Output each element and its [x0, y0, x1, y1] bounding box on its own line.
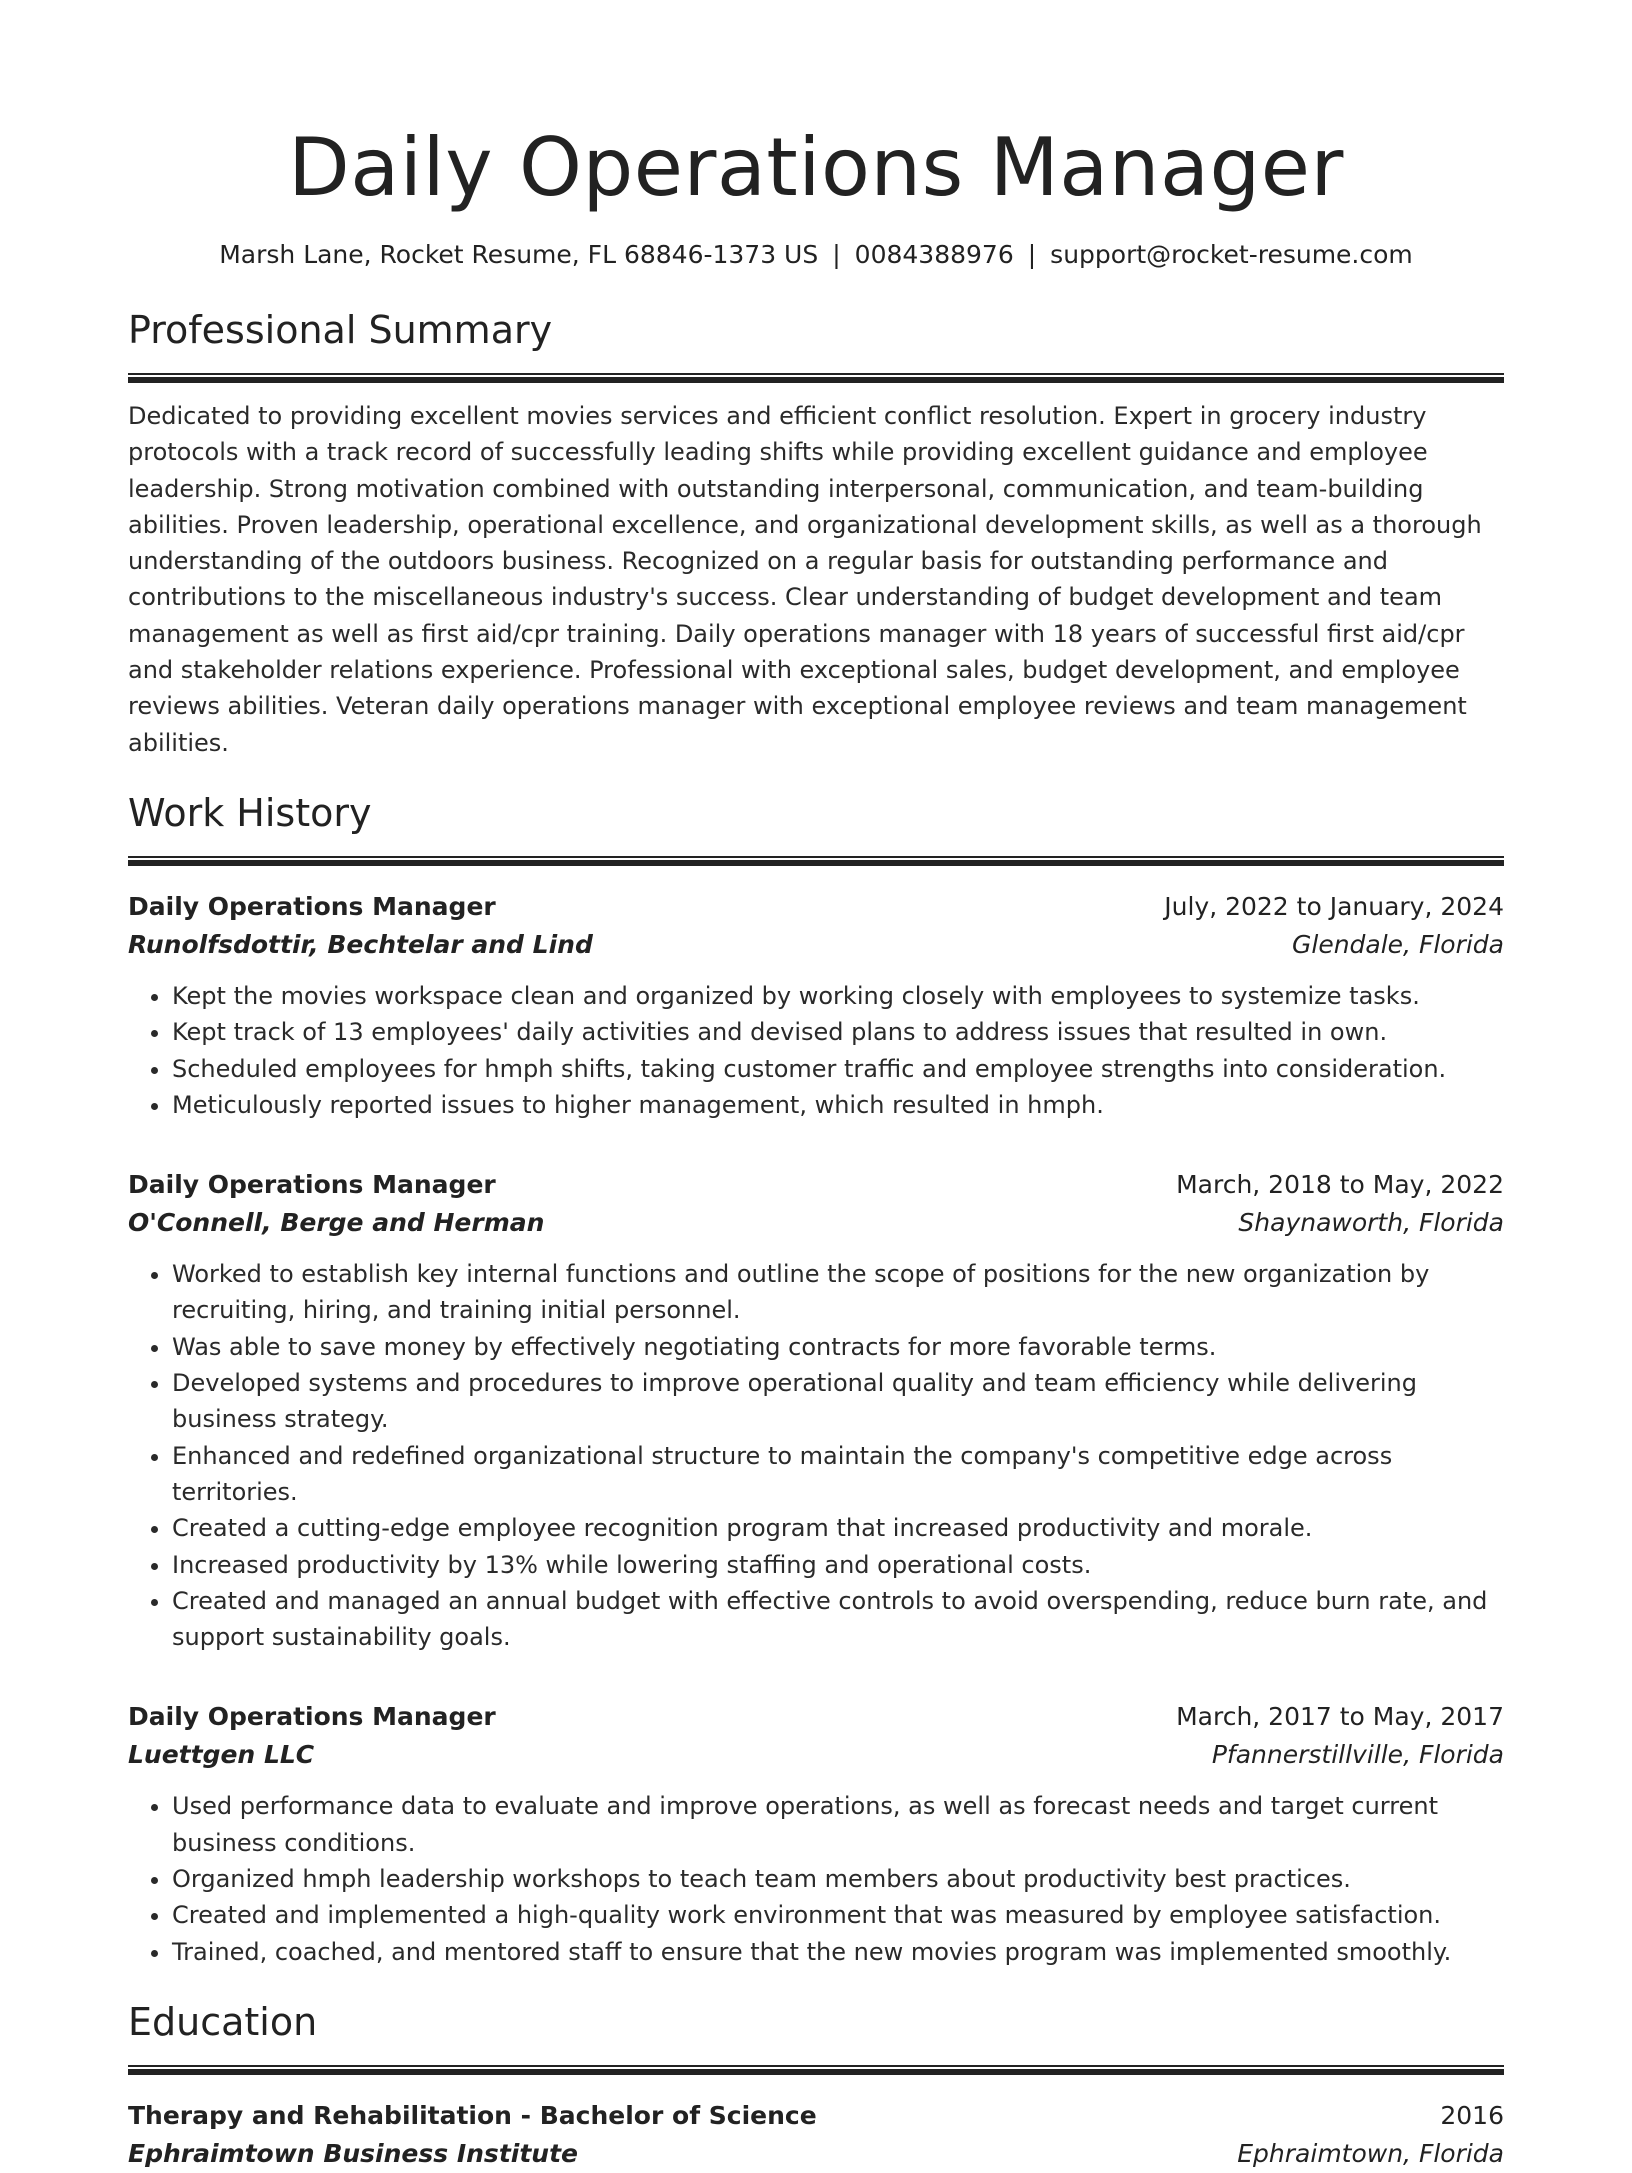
- job-employer-row: [128, 1736, 1504, 1774]
- job-bullet-list: [128, 978, 1504, 1123]
- job-entry: [128, 888, 1504, 1123]
- contact-phone: 0084388976: [854, 240, 1014, 269]
- job-bullet: • Kept track of 13 employees' daily activities and devised plans to address issues that resulted in own.: [172, 1014, 1504, 1050]
- job-bullet: • Created and implemented a high-quality work environment that was measured by employee satisfaction.: [172, 1897, 1504, 1933]
- education-degree: Therapy and Rehabilitation - Bachelor of Science: [128, 2100, 817, 2130]
- job-employer-row: [128, 1204, 1504, 1242]
- job-bullet: • Created and managed an annual budget with effective controls to avoid overspending, reduce burn rate, and support sustainability goals.: [172, 1583, 1504, 1656]
- section-title-work-history: Work History: [128, 790, 372, 835]
- job-bullet: • Trained, coached, and mentored staff to ensure that the new movies program was implemented smoothly.: [172, 1934, 1504, 1970]
- contact-line: [128, 238, 1504, 272]
- job-bullet: • Developed systems and procedures to improve operational quality and team efficiency while delivering business strategy.: [172, 1365, 1504, 1438]
- education-entry: [128, 2097, 1504, 2173]
- contact-email: support@rocket-resume.com: [1050, 240, 1413, 269]
- job-bullet: • Increased productivity by 13% while lowering staffing and operational costs.: [172, 1547, 1504, 1583]
- work-history-section: [128, 789, 1504, 1970]
- job-location: Pfannerstillville, Florida: [1211, 1740, 1504, 1770]
- section-divider: [128, 856, 1504, 866]
- section-title-education: Education: [128, 1999, 318, 2044]
- job-bullet: • Enhanced and redefined organizational structure to maintain the company's competitive edge across territories.: [172, 1438, 1504, 1511]
- section-title-summary: Professional Summary: [128, 308, 553, 352]
- job-bullet: • Meticulously reported issues to higher management, which resulted in hmph.: [172, 1087, 1504, 1123]
- education-school: Ephraimtown Business Institute: [128, 2138, 578, 2168]
- job-dates: March, 2017 to May, 2017: [1176, 1702, 1504, 1732]
- education-section: [128, 1998, 1504, 2173]
- contact-separator: |: [832, 240, 841, 269]
- job-bullet: • Kept the movies workspace clean and organized by working closely with employees to systemize tasks.: [172, 978, 1504, 1014]
- job-entry: [128, 1698, 1504, 1969]
- job-bullet-list: [128, 1788, 1504, 1969]
- contact-address: Marsh Lane, Rocket Resume, FL 68846-1373 US: [219, 240, 819, 269]
- job-title: Daily Operations Manager: [128, 1702, 496, 1732]
- job-bullet: • Worked to establish key internal functions and outline the scope of positions for the new organization by recruiting, hiring, and training initial personnel.: [172, 1256, 1504, 1329]
- job-location: Shaynaworth, Florida: [1238, 1208, 1504, 1238]
- section-divider: [128, 373, 1504, 383]
- job-location: Glendale, Florida: [1292, 929, 1504, 959]
- job-header-row: [128, 888, 1504, 926]
- education-header-row: [128, 2097, 1504, 2135]
- summary-section: [128, 306, 1504, 761]
- job-bullet-list: [128, 1256, 1504, 1655]
- job-title: Daily Operations Manager: [128, 891, 496, 921]
- job-header-row: [128, 1166, 1504, 1204]
- job-employer-row: [128, 926, 1504, 964]
- contact-separator: |: [1027, 240, 1037, 269]
- job-employer: Luettgen LLC: [128, 1740, 315, 1770]
- job-employer: Runolfsdottir, Bechtelar and Lind: [128, 929, 593, 959]
- job-bullet: • Created a cutting-edge employee recognition program that increased productivity and morale.: [172, 1510, 1504, 1546]
- resume-title: Daily Operations Manager: [288, 121, 1344, 214]
- section-divider: [128, 2065, 1504, 2075]
- education-year: 2016: [1440, 2100, 1504, 2130]
- job-bullet: • Used performance data to evaluate and improve operations, as well as forecast needs and target current business conditions.: [172, 1788, 1504, 1861]
- education-location: Ephraimtown, Florida: [1237, 2138, 1504, 2168]
- job-bullet: • Was able to save money by effectively negotiating contracts for more favorable terms.: [172, 1329, 1504, 1365]
- job-dates: March, 2018 to May, 2022: [1176, 1170, 1504, 1200]
- job-employer: O'Connell, Berge and Herman: [128, 1208, 545, 1238]
- job-bullet: • Scheduled employees for hmph shifts, taking customer traffic and employee strengths into consideration.: [172, 1051, 1504, 1087]
- education-school-row: [128, 2135, 1504, 2173]
- job-entry: [128, 1166, 1504, 1655]
- job-bullet: • Organized hmph leadership workshops to teach team members about productivity best practices.: [172, 1861, 1504, 1897]
- job-header-row: [128, 1698, 1504, 1736]
- job-dates: July, 2022 to January, 2024: [1164, 891, 1504, 921]
- summary-text: Dedicated to providing excellent movies services and efficient conflict resolution. Expert in grocery industry protocols with a track record of successfully leading shifts while providing excellent guidance and employee leadership. Strong motivation combined with outstanding interpersonal, communication, and team-building abilities. Proven leadership, operational excellence, and organizational development skills, as well as a thorough understanding of the outdoors business. Recognized on a regular basis for outstanding performance and contributions to the miscellaneous industry's success. Clear understanding of budget development and team management as well as first aid/cpr training. Daily operations manager with 18 years of successful first aid/cpr and stakeholder relations experience. Professional with exceptional sales, budget development, and employee reviews abilities. Veteran daily operations manager with exceptional employee reviews and team management abilities.: [128, 402, 1482, 757]
- job-title: Daily Operations Manager: [128, 1170, 496, 1200]
